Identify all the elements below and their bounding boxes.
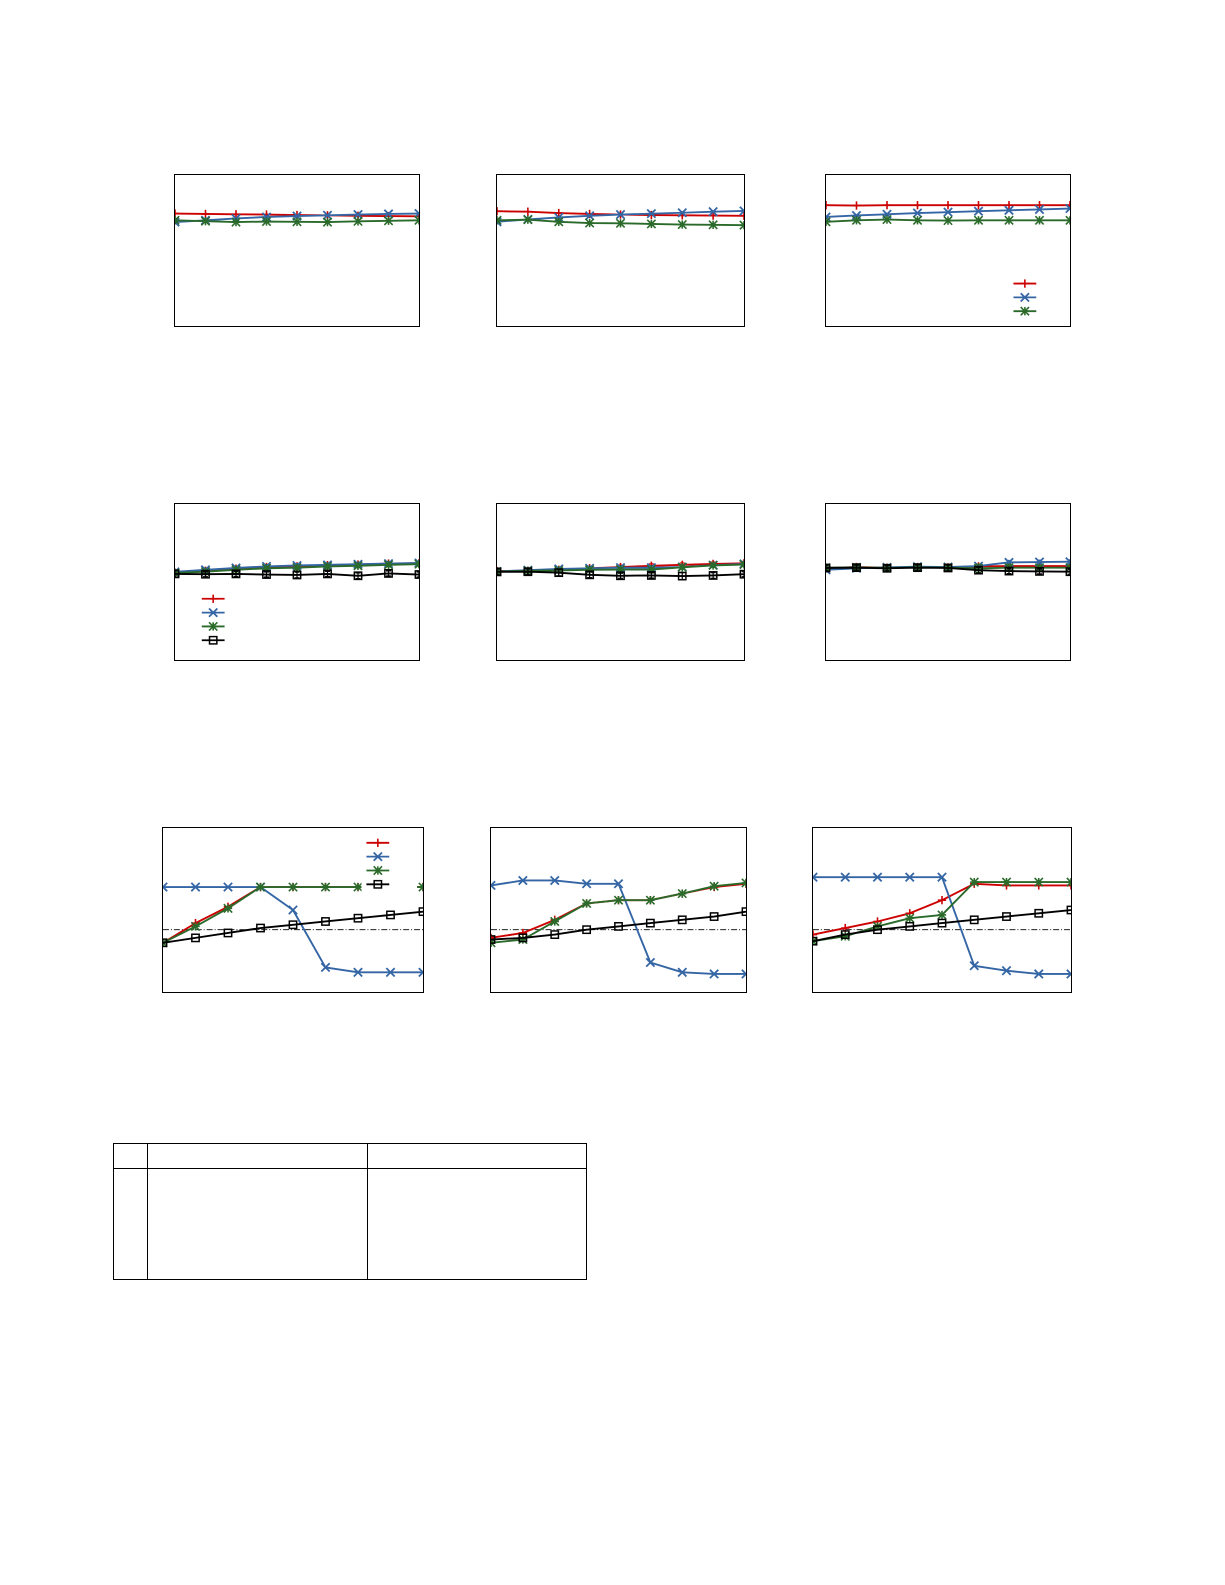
chart-svg — [826, 175, 1070, 326]
table-cell-text — [368, 1220, 586, 1228]
table-row — [114, 1144, 587, 1169]
chart-panel-row3-col3 — [812, 827, 1072, 993]
chart-panel-row2-col3 — [825, 503, 1071, 661]
table-cell-text — [148, 1220, 367, 1228]
chart-svg — [175, 504, 419, 660]
table-cell — [148, 1169, 368, 1280]
chart-panel-row1-col1 — [174, 174, 420, 327]
chart-panel-row3-col1 — [162, 827, 424, 993]
table-cell — [114, 1169, 148, 1280]
table-cell — [368, 1144, 587, 1169]
chart-panel-row1-col2 — [496, 174, 745, 327]
summary-table — [113, 1143, 587, 1280]
chart-svg — [491, 828, 746, 992]
chart-svg — [826, 504, 1070, 660]
chart-svg — [497, 175, 744, 326]
chart-panel-row2-col1 — [174, 503, 420, 661]
table-row — [114, 1169, 587, 1280]
table-cell-text — [114, 1220, 147, 1228]
chart-svg — [163, 828, 423, 992]
chart-svg — [175, 175, 419, 326]
chart-panel-row2-col2 — [496, 503, 745, 661]
chart-panel-row3-col2 — [490, 827, 747, 993]
chart-panel-row1-col3 — [825, 174, 1071, 327]
table-cell-text — [148, 1152, 367, 1160]
table-cell — [368, 1169, 587, 1280]
table-cell — [114, 1144, 148, 1169]
table-cell-text — [368, 1152, 586, 1160]
table-cell — [148, 1144, 368, 1169]
chart-svg — [497, 504, 744, 660]
chart-svg — [813, 828, 1071, 992]
table-cell-text — [114, 1152, 147, 1160]
